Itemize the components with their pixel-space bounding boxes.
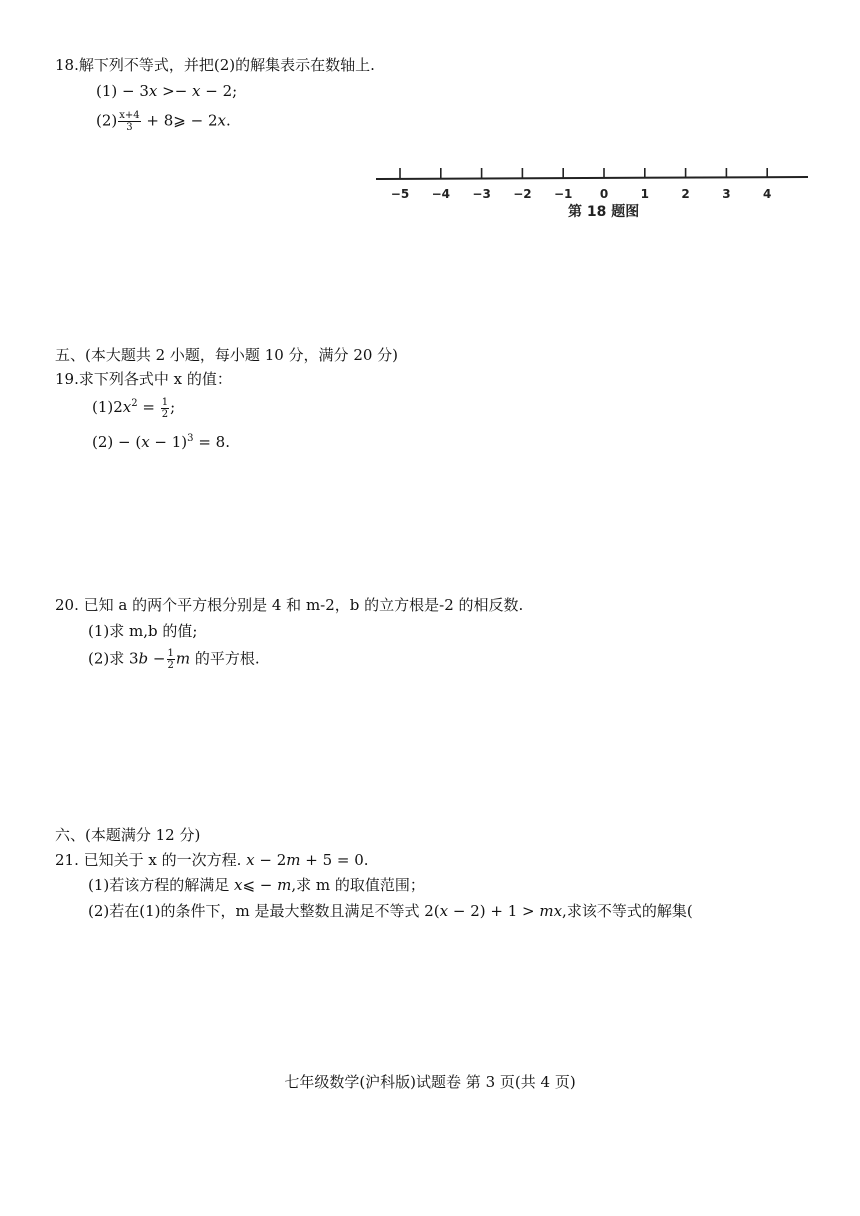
number-line-tick-label: 4 [763, 187, 772, 201]
question-18-part1: (1) − 3𝑥 >− 𝑥 − 2; [96, 82, 238, 100]
question-19-part2: (2) − (𝑥 − 1)$^3$ = 8. [92, 433, 230, 451]
question-21-part1: (1)若该方程的解满足 𝑥⩽ − 𝑚,求 m 的取值范围； [88, 876, 425, 894]
number-line-tick-label: 3 [722, 187, 731, 201]
question-18-stem: 18.解下列不等式，并把(2)的解集表示在数轴上. [55, 56, 375, 74]
question-18-part2: (2) $\frac{x+4}{3}$ + 8⩾ − 2𝑥. [96, 110, 231, 133]
fraction: $\frac{x+4}{3}$ [119, 110, 140, 133]
number-line-tick-label: −1 [553, 187, 573, 201]
question-20-stem: 20. 已知 a 的两个平方根分别是 4 和 m-2，b 的立方根是-2 的相反数. [55, 596, 524, 614]
section-6-heading: 六、(本题满分 12 分) [55, 826, 201, 844]
question-21-part2: (2)若在(1)的条件下，m 是最大整数且满足不等式 2(𝑥 − 2) + 1 > 𝑚𝑥,求该不等式的解集( [88, 902, 693, 920]
section-5-heading: 五、(本大题共 2 小题，每小题 10 分，满分 20 分) [55, 346, 399, 364]
number-line-tick-label: −2 [513, 187, 532, 201]
figure-caption: 第 18 题图 [568, 204, 640, 220]
fraction: $\frac{1}{2}$ [161, 396, 169, 420]
question-21-stem: 21. 已知关于 x 的一次方程. 𝑥 − 2𝑚 + 5 = 0. [55, 851, 369, 869]
number-line-tick-label: −4 [431, 187, 451, 201]
number-line-tick-label: 1 [640, 187, 649, 201]
number-line-ticks [391, 168, 772, 201]
number-line-figure [370, 160, 820, 230]
question-19-stem: 19.求下列各式中 x 的值： [55, 370, 232, 388]
fraction: $\frac{1}{2}$ [167, 648, 174, 671]
question-20-part1: (1)求 m,b 的值; [88, 622, 198, 640]
page-footer: 七年级数学(沪科版)试题卷 第 3 页(共 4 页) [284, 1073, 576, 1091]
question-19-part1: (1)2𝑥$^2$ = $\frac{1}{2}$ ; [92, 396, 176, 420]
number-line-tick-label: 2 [681, 187, 690, 201]
number-line-tick-label: −5 [390, 187, 410, 201]
question-20-part2: (2)求 3𝑏 − $\frac{1}{2}$ 𝑚 的平方根. [88, 648, 260, 671]
number-line-tick-label: −3 [472, 187, 491, 201]
number-line-tick-label: 0 [599, 187, 609, 201]
